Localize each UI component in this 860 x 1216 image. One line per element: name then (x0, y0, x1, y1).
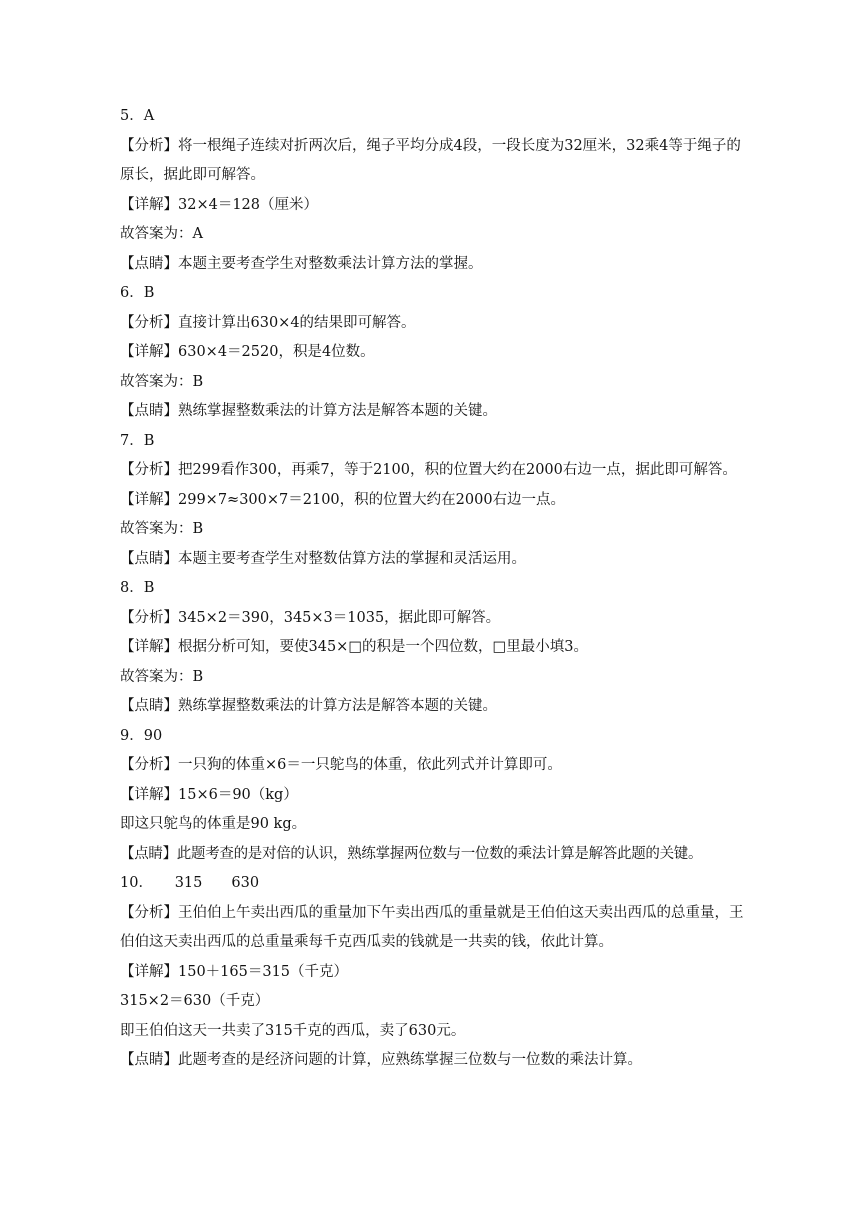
q8-answer: 8．B (120, 580, 155, 596)
q9-answer: 9．90 (120, 727, 163, 744)
q6-answer: 6．B (120, 285, 155, 301)
q9-conclusion: 即这只鸵鸟的体重是90 kg。 (120, 816, 307, 832)
q7-analysis: 【分析】把299看作300，再乘7，等于2100，积的位置大约在2000右边一点，据此即可解答。 (120, 462, 737, 478)
q9-detail: 【详解】15×6＝90（kg） (120, 786, 298, 803)
q10-detail: 【详解】150＋165＝315（千克） (120, 963, 349, 980)
q10-conclusion: 即王伯伯这天一共卖了315千克的西瓜，卖了630元。 (120, 1022, 466, 1039)
q6-detail: 【详解】630×4＝2520，积是4位数。 (120, 344, 375, 360)
q10-analysis: 【分析】王伯伯上午卖出西瓜的重量加下午卖出西瓜的重量就是王伯伯这天卖出西瓜的总重量，王伯伯这天卖出西瓜的总重量乘每千克西瓜卖的钱就是一共卖的钱，依此计算。 (120, 904, 744, 950)
answer-content (120, 102, 746, 1076)
q7-remark: 【点睛】本题主要考查学生对整数估算方法的掌握和灵活运用。 (120, 550, 526, 567)
q5-analysis: 【分析】将一根绳子连续对折两次后，绳子平均分成4段，一段长度为32厘米，32乘4等于绳子的原长，据此即可解答。 (120, 137, 741, 183)
q8-conclusion: 故答案为：B (120, 668, 204, 685)
q10-remark: 【点睛】此题考查的是经济问题的计算，应熟练掌握三位数与一位数的乘法计算。 (120, 1052, 642, 1068)
q8-remark: 【点睛】熟练掌握整数乘法的计算方法是解答本题的关键。 (120, 698, 497, 714)
q7-detail: 【详解】299×7≈300×7＝2100，积的位置大约在2000右边一点。 (120, 491, 566, 508)
q6-analysis: 【分析】直接计算出630×4的结果即可解答。 (120, 314, 416, 331)
q8-analysis: 【分析】345×2＝390，345×3＝1035，据此即可解答。 (120, 609, 501, 626)
q6-remark: 【点睛】熟练掌握整数乘法的计算方法是解答本题的关键。 (120, 403, 497, 419)
q7-answer: 7．B (120, 432, 155, 449)
q5-answer: 5．A (120, 108, 155, 124)
q5-detail: 【详解】32×4＝128（厘米） (120, 196, 319, 213)
q6-conclusion: 故答案为：B (120, 373, 204, 390)
q9-remark: 【点睛】此题考查的是对倍的认识，熟练掌握两位数与一位数的乘法计算是解答此题的关键。 (120, 845, 703, 862)
q5-remark: 【点睛】本题主要考查学生对整数乘法计算方法的掌握。 (120, 255, 483, 272)
q8-detail: 【详解】根据分析可知，要使345×□的积是一个四位数，□里最小填3。 (120, 639, 588, 655)
q10-detail-step2: 315×2＝630（千克） (120, 993, 270, 1009)
q7-conclusion: 故答案为：B (120, 521, 204, 537)
q10-answer: 10． 315 630 (120, 875, 260, 891)
q9-analysis: 【分析】一只狗的体重×6＝一只鸵鸟的体重，依此列式并计算即可。 (120, 757, 562, 773)
q5-conclusion: 故答案为：A (120, 226, 203, 242)
